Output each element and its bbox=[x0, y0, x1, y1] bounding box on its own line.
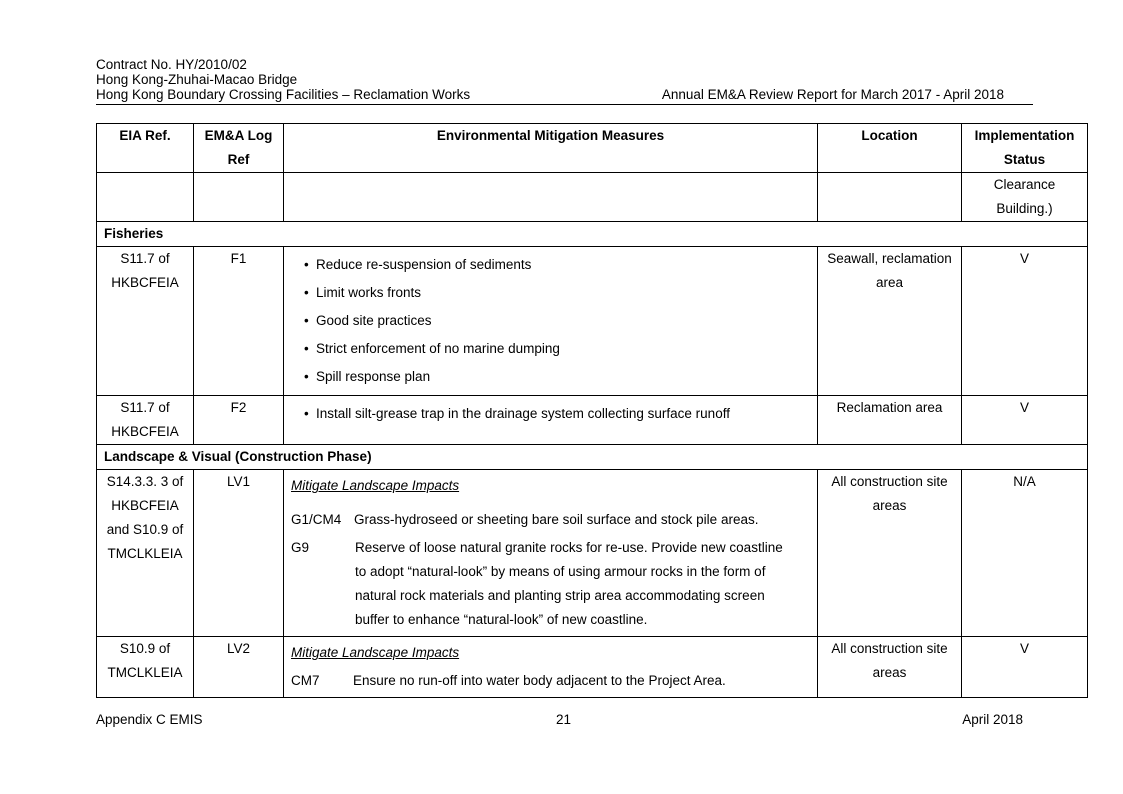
location: Reclamation area bbox=[818, 396, 962, 445]
measure-item bbox=[291, 536, 810, 632]
header-rule bbox=[96, 104, 1033, 105]
table-row bbox=[97, 173, 1088, 222]
bullet-item: • Spill response plan bbox=[316, 363, 817, 391]
location: All construction site areas bbox=[818, 637, 962, 698]
appendix-label: Appendix C EMIS bbox=[96, 712, 203, 727]
table-row bbox=[97, 470, 1088, 637]
eia-ref: S11.7 of HKBCFEIA bbox=[97, 396, 194, 445]
table-row bbox=[97, 396, 1088, 445]
report-title: Annual EM&A Review Report for March 2017 - April 2018 bbox=[661, 87, 1004, 102]
measure-text: Ensure no run-off into water body adjacent to the Project Area. bbox=[353, 673, 726, 688]
measure-item bbox=[291, 669, 810, 693]
measures bbox=[284, 470, 818, 637]
col-measures: Environmental Mitigation Measures bbox=[284, 124, 818, 173]
col-location: Location bbox=[818, 124, 962, 173]
bullet-item: • Good site practices bbox=[316, 307, 817, 335]
bullet-item: • Reduce re-suspension of sediments bbox=[316, 251, 817, 279]
measure-code: G9 bbox=[291, 540, 310, 555]
eia-ref: S14.3.3. 3 of HKBCFEIA and S10.9 of TMCLKLEIA bbox=[97, 470, 194, 637]
measures bbox=[284, 247, 818, 396]
measure-title: Mitigate Landscape Impacts bbox=[291, 478, 460, 493]
measure-code: CM7 bbox=[291, 673, 320, 688]
table-row bbox=[97, 247, 1088, 396]
table-row bbox=[97, 637, 1088, 698]
section-row-landscape bbox=[97, 445, 1088, 470]
project-name: Hong Kong-Zhuhai-Macao Bridge bbox=[96, 72, 298, 87]
measures bbox=[284, 396, 818, 445]
log-ref: LV1 bbox=[194, 470, 284, 637]
header-row-3 bbox=[96, 87, 1033, 102]
eia-ref: S11.7 of HKBCFEIA bbox=[97, 247, 194, 396]
measure-text: Reserve of loose natural granite rocks for re-use. Provide new coastline to adopt “natural-look” by means of using armour rocks in the form of natural rock materials and planting strip area accommodating screen buffer to enhance “natural-look” of new coastline. bbox=[355, 540, 783, 627]
measures bbox=[284, 637, 818, 698]
status: V bbox=[962, 637, 1088, 698]
measure-item bbox=[291, 508, 810, 532]
works-name: Hong Kong Boundary Crossing Facilities – Reclamation Works bbox=[96, 87, 471, 102]
log-ref: F2 bbox=[194, 396, 284, 445]
page-number: 21 bbox=[556, 712, 572, 727]
status: N/A bbox=[962, 470, 1088, 637]
measure-title: Mitigate Landscape Impacts bbox=[291, 645, 460, 660]
location: Seawall, reclamation area bbox=[818, 247, 962, 396]
bullet-item: • Limit works fronts bbox=[316, 279, 817, 307]
status: V bbox=[962, 247, 1088, 396]
continuation-status: Clearance Building.) bbox=[962, 173, 1088, 222]
col-eia-ref: EIA Ref. bbox=[97, 124, 194, 173]
status: V bbox=[962, 396, 1088, 445]
log-ref: F1 bbox=[194, 247, 284, 396]
table-header-row bbox=[97, 124, 1088, 173]
section-title: Landscape & Visual (Construction Phase) bbox=[97, 445, 1088, 470]
section-title: Fisheries bbox=[97, 222, 1088, 247]
location: All construction site areas bbox=[818, 470, 962, 637]
measure-text: Grass-hydroseed or sheeting bare soil surface and stock pile areas. bbox=[354, 512, 759, 527]
measure-code: G1/CM4 bbox=[291, 512, 342, 527]
col-log-ref: EM&A Log Ref bbox=[194, 124, 284, 173]
eia-ref: S10.9 of TMCLKLEIA bbox=[97, 637, 194, 698]
col-status: Implementation Status bbox=[962, 124, 1088, 173]
page-header bbox=[96, 57, 1033, 102]
section-row-fisheries bbox=[97, 222, 1088, 247]
contract-number: Contract No. HY/2010/02 bbox=[96, 57, 247, 72]
log-ref: LV2 bbox=[194, 637, 284, 698]
bullet-item: • Install silt-grease trap in the drainage system collecting surface runoff bbox=[316, 400, 817, 428]
emis-table bbox=[96, 123, 1088, 698]
footer-date: April 2018 bbox=[962, 712, 1023, 727]
bullet-item: • Strict enforcement of no marine dumping bbox=[316, 335, 817, 363]
